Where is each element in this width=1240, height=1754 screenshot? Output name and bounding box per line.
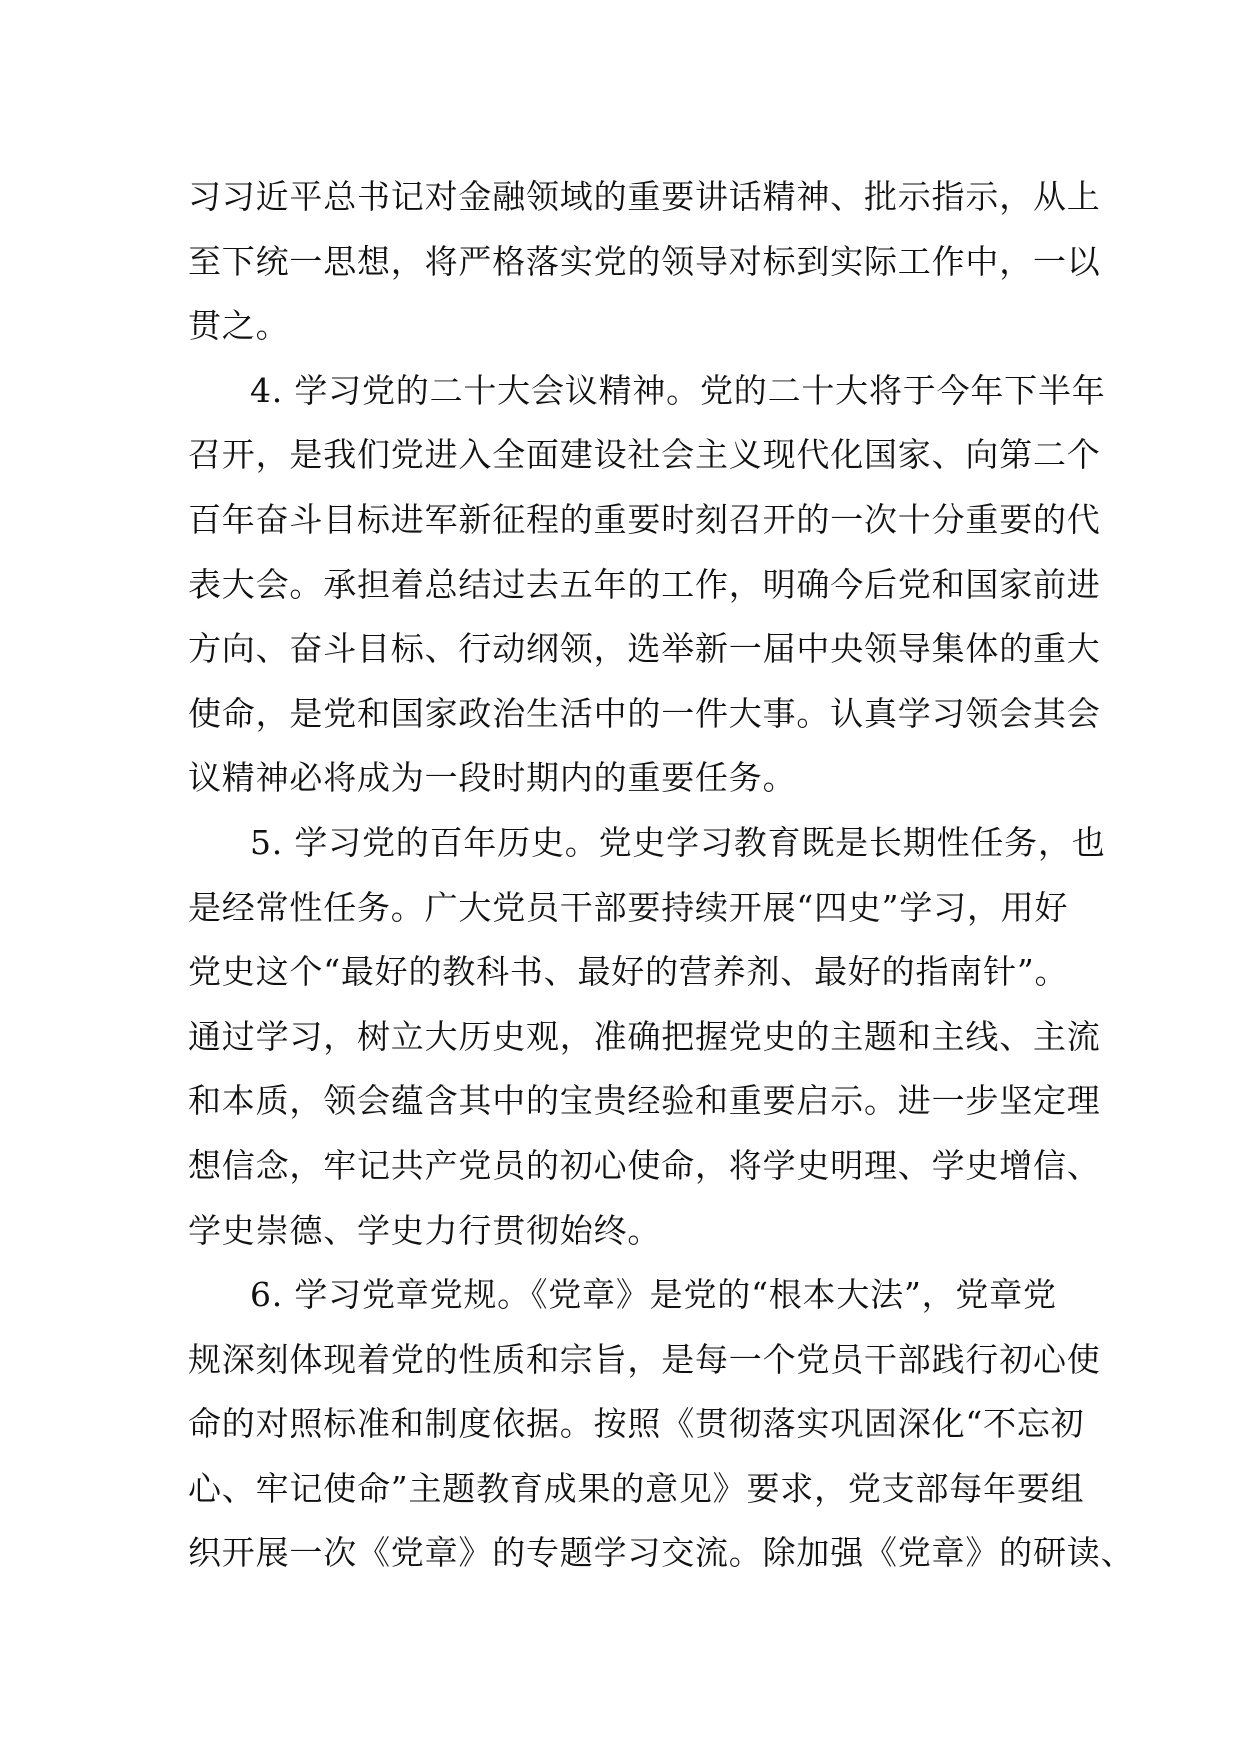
text-line: 议精神必将成为一段时期内的重要任务。 [188, 758, 797, 798]
section-6-heading-line: 6. 学习党章党规。《党章》是党的“根本大法”，党章党 [250, 1275, 1057, 1315]
text-line: 百年奋斗目标进军新征程的重要时刻召开的一次十分重要的代 [188, 499, 1101, 539]
text-line: 方向、奋斗目标、行动纲领，选举新一届中央领导集体的重大 [188, 629, 1101, 669]
text-line: 使命，是党和国家政治生活中的一件大事。认真学习领会其会 [188, 693, 1101, 733]
text-line: 表大会。承担着总结过去五年的工作，明确今后党和国家前进 [188, 564, 1101, 604]
document-body [188, 165, 1135, 1586]
text-line: 党史这个“最好的教科书、最好的营养剂、最好的指南针”。 [188, 952, 1069, 992]
text-line: 召开，是我们党进入全面建设社会主义现代化国家、向第二个 [188, 435, 1101, 475]
section-5-heading-line: 5. 学习党的百年历史。党史学习教育既是长期性任务，也 [250, 822, 1106, 862]
text-line: 是经常性任务。广大党员干部要持续开展“四史”学习，用好 [188, 887, 1069, 927]
text-line: 心、牢记使命”主题教育成果的意见》要求，党支部每年要组 [188, 1468, 1085, 1508]
text-line: 贯之。 [188, 306, 290, 346]
text-line: 命的对照标准和制度依据。按照《贯彻落实巩固深化“不忘初 [188, 1404, 1085, 1444]
text-line: 习习近平总书记对金融领域的重要讲话精神、批示指示，从上 [188, 177, 1101, 216]
text-line: 学史崇德、学史力行贯彻始终。 [188, 1210, 662, 1250]
text-line: 织开展一次《党章》的专题学习交流。除加强《党章》的研读、 [188, 1533, 1135, 1573]
text-line: 通过学习，树立大历史观，准确把握党史的主题和主线、主流 [188, 1016, 1101, 1056]
text-line: 规深刻体现着党的性质和宗旨，是每一个党员干部践行初心使 [188, 1339, 1101, 1379]
text-line: 至下统一思想，将严格落实党的领导对标到实际工作中，一以 [188, 241, 1101, 281]
text-line: 想信念，牢记共产党员的初心使命，将学史明理、学史增信、 [188, 1145, 1101, 1185]
text-line: 和本质，领会蕴含其中的宝贵经验和重要启示。进一步坚定理 [188, 1081, 1101, 1121]
section-4-heading-line: 4. 学习党的二十大会议精神。党的二十大将于今年下半年 [250, 370, 1106, 410]
